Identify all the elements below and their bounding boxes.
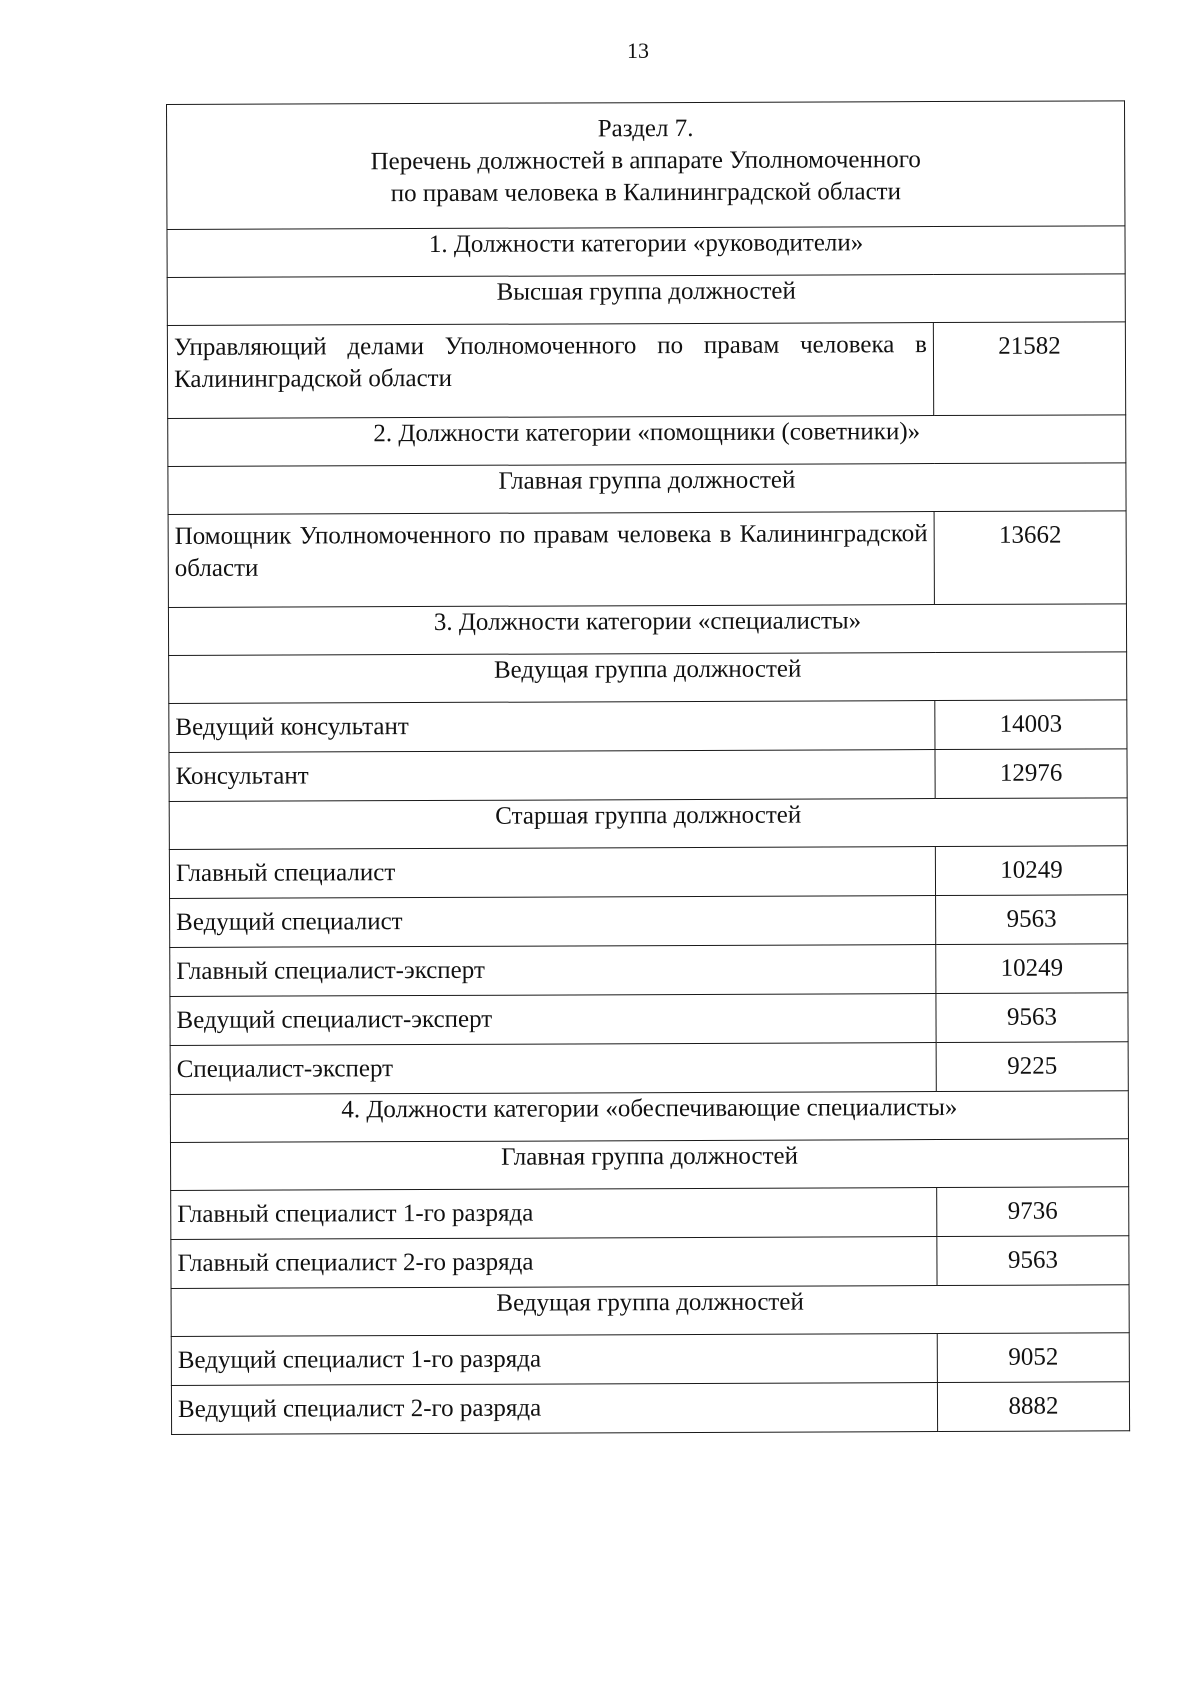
position-name: Ведущий специалист xyxy=(170,896,936,948)
table-row xyxy=(170,993,1128,1046)
position-value: 8882 xyxy=(937,1382,1129,1432)
group-title: Главная группа должностей xyxy=(170,1139,1128,1191)
group-row xyxy=(167,274,1125,326)
position-name: Главный специалист 1-го разряда xyxy=(171,1188,937,1240)
table-row xyxy=(169,700,1127,753)
position-value: 12976 xyxy=(935,749,1127,799)
table-row xyxy=(168,511,1126,608)
position-name: Управляющий делами Уполномоченного по правам человека в Калининградской области xyxy=(167,323,933,419)
position-name: Ведущий консультант xyxy=(169,701,935,753)
position-value: 9736 xyxy=(937,1187,1129,1237)
position-value: 14003 xyxy=(935,700,1127,750)
group-row xyxy=(170,1139,1128,1191)
table-row xyxy=(167,322,1125,419)
category-row xyxy=(167,226,1125,278)
category-row xyxy=(168,415,1126,467)
position-value: 9563 xyxy=(936,993,1128,1043)
group-row xyxy=(169,652,1127,704)
group-row xyxy=(171,1285,1129,1337)
category-title: 4. Должности категории «обеспечивающие специалисты» xyxy=(170,1091,1128,1143)
position-name: Главный специалист-эксперт xyxy=(170,945,936,997)
position-value: 9563 xyxy=(936,895,1128,945)
group-row xyxy=(169,798,1127,850)
position-name: Ведущий специалист-эксперт xyxy=(170,994,936,1046)
table-row xyxy=(169,846,1127,899)
position-value: 9052 xyxy=(937,1333,1129,1383)
position-name: Главный специалист 2-го разряда xyxy=(171,1237,937,1289)
table-row xyxy=(171,1187,1129,1240)
section-header-row xyxy=(167,101,1125,230)
table-row xyxy=(171,1382,1129,1435)
section-subtitle: Перечень должностей в аппарате Уполномоченного xyxy=(370,146,921,176)
group-title: Ведущая группа должностей xyxy=(171,1285,1129,1337)
position-name: Главный специалист xyxy=(169,847,935,899)
group-title: Главная группа должностей xyxy=(168,463,1126,515)
category-title: 2. Должности категории «помощники (советники)» xyxy=(168,415,1126,467)
position-value: 9225 xyxy=(936,1042,1128,1092)
table-row xyxy=(170,944,1128,997)
group-title: Старшая группа должностей xyxy=(169,798,1127,850)
table-row xyxy=(171,1333,1129,1386)
table-row xyxy=(170,895,1128,948)
group-title: Ведущая группа должностей xyxy=(169,652,1127,704)
position-value: 21582 xyxy=(933,322,1125,416)
category-row xyxy=(170,1091,1128,1143)
position-value: 13662 xyxy=(934,511,1126,605)
section-title: Раздел 7. xyxy=(597,114,694,143)
positions-table xyxy=(166,100,1130,1435)
section-subtitle: по правам человека в Калининградской области xyxy=(390,178,902,208)
position-value: 10249 xyxy=(935,846,1127,896)
position-name: Ведущий специалист 1-го разряда xyxy=(171,1334,937,1386)
category-row xyxy=(168,604,1126,656)
position-value: 9563 xyxy=(937,1236,1129,1286)
table-row xyxy=(170,1042,1128,1095)
category-title: 3. Должности категории «специалисты» xyxy=(168,604,1126,656)
group-title: Высшая группа должностей xyxy=(167,274,1125,326)
position-name: Специалист-эксперт xyxy=(170,1043,936,1095)
position-name: Ведущий специалист 2-го разряда xyxy=(171,1383,937,1435)
category-title: 1. Должности категории «руководители» xyxy=(167,226,1125,278)
position-value: 10249 xyxy=(936,944,1128,994)
section-header xyxy=(167,101,1125,230)
position-name: Консультант xyxy=(169,750,935,802)
table-row xyxy=(169,749,1127,802)
group-row xyxy=(168,463,1126,515)
page-number: 13 xyxy=(627,38,649,63)
position-name: Помощник Уполномоченного по правам человека в Калининградской области xyxy=(168,512,934,608)
table-row xyxy=(171,1236,1129,1289)
